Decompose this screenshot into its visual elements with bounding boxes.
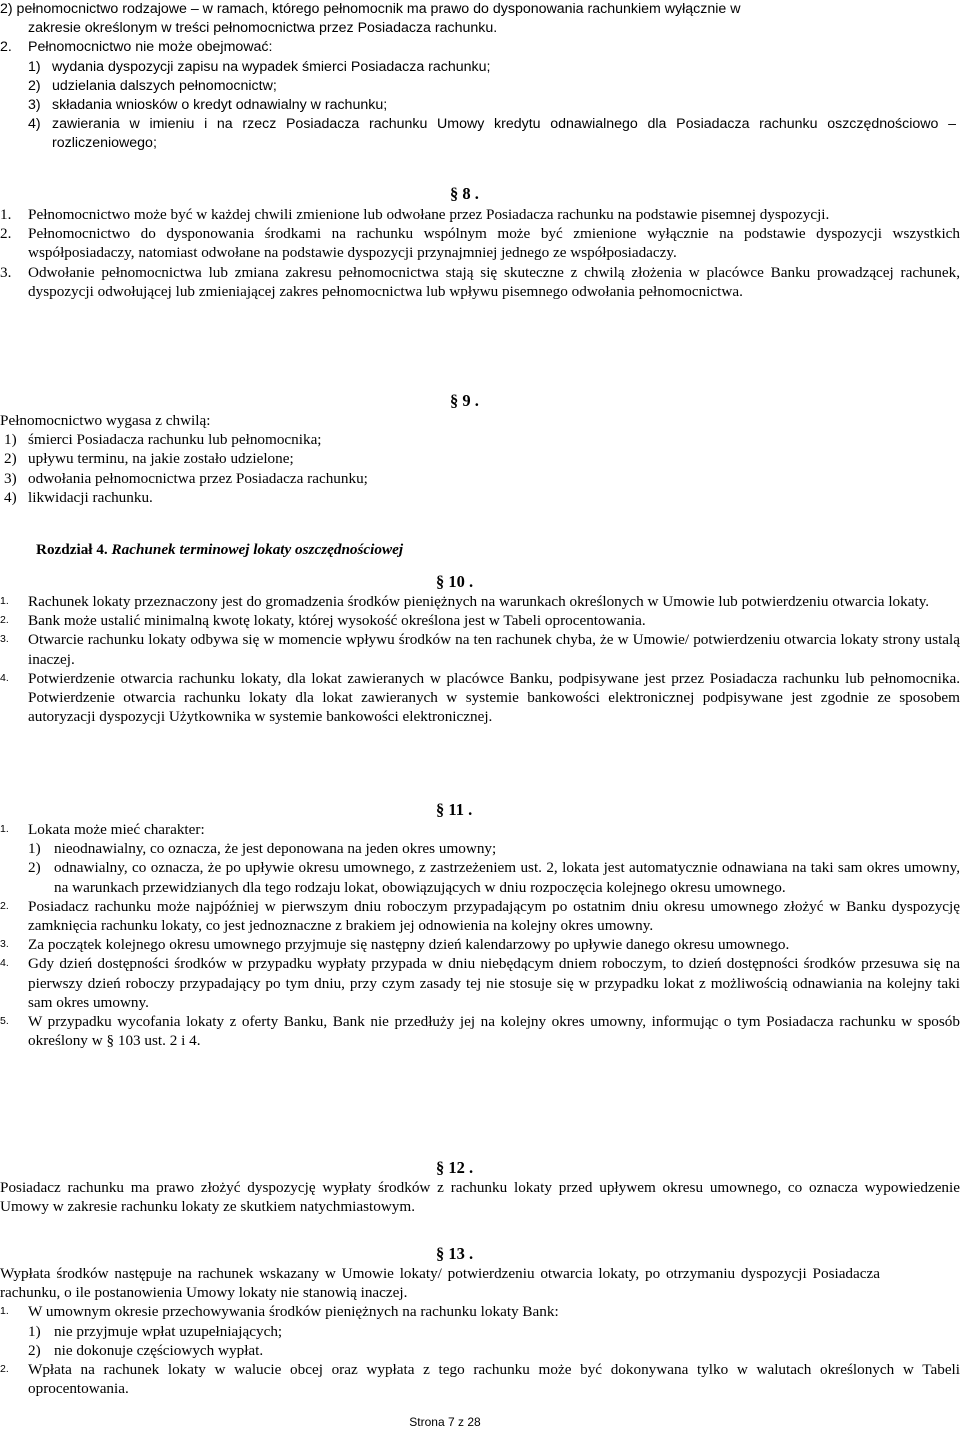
paragraph-number: 2. bbox=[0, 1363, 9, 1376]
section-10 bbox=[0, 571, 960, 726]
section-heading: § 8 . bbox=[450, 184, 479, 203]
paragraph-number: 3. bbox=[0, 633, 9, 646]
list-number: 1) bbox=[28, 1322, 41, 1340]
section-heading: § 13 . bbox=[436, 1244, 474, 1263]
paragraph-number: 2. bbox=[0, 614, 9, 627]
paragraph bbox=[0, 205, 960, 224]
paragraph bbox=[0, 820, 960, 839]
section-12 bbox=[0, 1157, 960, 1216]
list-text: nieodnawialny, co oznacza, że jest deponowana na jeden okres umowny; bbox=[54, 840, 497, 858]
list-text: składania wniosków o kredyt odnawialny w rachunku; bbox=[52, 97, 388, 114]
list-number: 2) bbox=[28, 77, 41, 94]
paragraph bbox=[0, 935, 960, 954]
paragraph bbox=[0, 592, 960, 611]
list-item bbox=[0, 1341, 960, 1360]
list-number: 1) bbox=[4, 431, 17, 449]
paragraph-text: Za początek kolejnego okresu umownego przyjmuje się następny dzień kalendarzowy po upływie danego okresu umownego. bbox=[28, 936, 790, 954]
list-text: śmierci Posiadacza rachunku lub pełnomocnika; bbox=[28, 431, 322, 449]
section-text: Posiadacz rachunku ma prawo złożyć dyspozycję wypłaty środków z rachunku lokaty przed upływem okresu umownego, co oznacza wypowiedzenie Umowy w zakresie rachunku lokaty ze skutkiem natychmiastowym. bbox=[0, 1179, 960, 1216]
list-item bbox=[28, 77, 960, 96]
paragraph-text: Odwołanie pełnomocnictwa lub zmiana zakresu pełnomocnictwa stają się skuteczne z chwilą złożenia w placówce Banku prowadzącej rachunek, dyspozycji odwołującej lub zmieniającej zakres pełnomocnictwa lub wpływu pisemnego odwołania pełnomocnictwa. bbox=[28, 263, 960, 300]
chapter-label: Rozdział 4. bbox=[36, 541, 108, 558]
list-item bbox=[28, 58, 960, 77]
paragraph bbox=[0, 1302, 960, 1321]
paragraph-text: Pełnomocnictwo do dysponowania środkami na rachunku wspólnym może być zmienione wyłącznie na podstawie dyspozycji wszystkich współposiadaczy, natomiast odwołane na podstawie dyspozycji przynajmniej jednego ze współposiadaczy. bbox=[28, 225, 960, 262]
list-text: nie dokonuje częściowych wypłat. bbox=[54, 1341, 264, 1359]
paragraph-number: 4. bbox=[0, 671, 9, 684]
list-text: likwidacji rachunku. bbox=[28, 488, 153, 506]
list-item bbox=[28, 115, 956, 153]
paragraph-text: Posiadacz rachunku może najpóźniej w pierwszym dniu roboczym przypadającym po ostatnim dniu okresu umownego złożyć w Banku dyspozycję zamknięcia rachunku lokaty, co jest jednoznaczne z brakiem jej odnowienia na kolejny okres umowny. bbox=[28, 897, 960, 935]
paragraph-text: Potwierdzenie otwarcia rachunku lokaty, dla lokat zawieranych w placówce Banku, podpisywane jest przez Posiadacza rachunku lub pełnomocnika. Potwierdzenie otwarcia rachunku lokaty dla lokat zawieranych w systemie bankowości elektronicznej podpisywane jest zgodnie ze sposobem autoryzacji dyspozycji Użytkownika w systemie bankowości elektronicznej. bbox=[28, 669, 960, 726]
list-number: 2) bbox=[28, 1341, 41, 1359]
section-13 bbox=[0, 1243, 960, 1398]
paragraph-number: 5. bbox=[0, 1015, 9, 1028]
paragraph-number: 4. bbox=[0, 957, 9, 970]
list-number: 3) bbox=[4, 469, 17, 487]
list-number: 1) bbox=[28, 58, 41, 75]
paragraph-number: 1. bbox=[0, 595, 9, 607]
list-number: 2) bbox=[4, 450, 17, 468]
paragraph-text: Pełnomocnictwo nie może obejmować: bbox=[28, 39, 273, 56]
list-item bbox=[4, 449, 960, 468]
chapter-title: Rachunek terminowej lokaty oszczędnościowej bbox=[111, 541, 404, 558]
section-heading: § 11 . bbox=[436, 800, 473, 819]
paragraph-number: 1. bbox=[0, 206, 12, 223]
paragraph-number: 1. bbox=[0, 1305, 9, 1318]
paragraph-text: Bank może ustalić minimalną kwotę lokaty, której wysokość określona jest w Tabeli oprocentowania. bbox=[28, 612, 646, 630]
list-item bbox=[4, 469, 960, 488]
list-number: 4) bbox=[28, 116, 41, 133]
paragraph-number: 1. bbox=[0, 823, 9, 835]
paragraph-text: Pełnomocnictwo może być w każdej chwili zmienione lub odwołane przez Posiadacza rachunku na podstawie pisemnej dyspozycji. bbox=[28, 206, 830, 223]
list-text: nie przyjmuje wpłat uzupełniających; bbox=[54, 1322, 283, 1340]
list-number: 2) bbox=[28, 859, 41, 877]
list-text: upływu terminu, na jakie zostało udzielone; bbox=[28, 450, 294, 468]
list-number: 3) bbox=[28, 97, 41, 114]
paragraph-text: Lokata może mieć charakter: bbox=[28, 821, 205, 838]
list-item bbox=[4, 488, 960, 507]
paragraph-text: Rachunek lokaty przeznaczony jest do gromadzenia środków pieniężnych na warunkach określonych w Umowie lub potwierdzeniu otwarcia lokaty. bbox=[28, 593, 930, 610]
list-text: odnawialny, co oznacza, że po upływie okresu umownego, z zastrzeżeniem ust. 2, lokata jest automatycznie odnawiana na taki sam okres umowny, na warunkach przewidzianych dla tego rodzaju lokat, obowiązujących w dniu rozpoczęcia kolejnego okresu umownego. bbox=[54, 859, 960, 896]
list-item bbox=[0, 1322, 960, 1341]
section-heading: § 9 . bbox=[450, 391, 479, 410]
paragraph-2 bbox=[0, 38, 960, 57]
section-intro: Pełnomocnictwo wygasa z chwilą: bbox=[0, 412, 211, 429]
paragraph bbox=[0, 954, 960, 1012]
chapter-heading bbox=[0, 540, 960, 559]
section-heading: § 10 . bbox=[436, 572, 474, 591]
paragraph-number: 2. bbox=[0, 899, 9, 912]
paragraph-number: 2. bbox=[0, 39, 12, 56]
section-intro: Wypłata środków następuje na rachunek wskazany w Umowie lokaty/ potwierdzeniu otwarcia lokaty, po otrzymaniu dyspozycji Posiadacza rachunku, o ile postanowienia Umowy lokaty nie stanowią inaczej. bbox=[0, 1265, 880, 1302]
paragraph bbox=[0, 224, 960, 262]
list-item bbox=[0, 858, 960, 896]
paragraph-text: Gdy dzień dostępności środków w przypadku wypłaty przypada w dniu niebędącym dniem roboczym, to dzień dostępności środków przesuwa się na pierwszy dzień roboczy przypadający po tym dniu, przy czym zasady tej nie stosuje się w przypadku lokat z możliwością odnawiania na kolejny taki sam okres umowny. bbox=[28, 955, 960, 1011]
list-item bbox=[28, 96, 960, 115]
paragraph bbox=[0, 1012, 960, 1050]
list-text: udzielania dalszych pełnomocnictw; bbox=[52, 77, 277, 94]
item-2-rodzajowe bbox=[0, 0, 960, 38]
section-7-continuation bbox=[0, 0, 960, 154]
paragraph bbox=[0, 263, 960, 301]
list-item bbox=[0, 839, 960, 858]
list-number: 1) bbox=[28, 840, 41, 858]
section-heading: § 12 . bbox=[436, 1158, 474, 1177]
item-2-line-1: 2) pełnomocnictwo rodzajowe – w ramach, którego pełnomocnik ma prawo do dysponowania rachunkiem wyłącznie w bbox=[0, 1, 741, 17]
paragraph-number: 3. bbox=[0, 263, 12, 281]
list-item bbox=[4, 430, 960, 449]
section-11 bbox=[0, 799, 960, 1050]
paragraph bbox=[0, 611, 960, 630]
paragraph-text: Otwarcie rachunku lokaty odbywa się w momencie wpływu środków na ten rachunek chyba, że w Umowie/ potwierdzeniu otwarcia lokaty strony ustalą inaczej. bbox=[28, 631, 960, 668]
list-text: wydania dyspozycji zapisu na wypadek śmierci Posiadacza rachunku; bbox=[52, 58, 491, 75]
item-2-line-2: zakresie określonym w treści pełnomocnictwa przez Posiadacza rachunku. bbox=[28, 20, 498, 37]
list-text: odwołania pełnomocnictwa przez Posiadacza rachunku; bbox=[28, 469, 368, 487]
section-9 bbox=[0, 390, 960, 507]
list-text: zawierania w imieniu i na rzecz Posiadacza rachunku Umowy kredytu odnawialnego dla Posiadacza rachunku oszczędnościowo –rozliczeniowego; bbox=[52, 116, 956, 152]
page-number: Strona 7 z 28 bbox=[409, 1415, 481, 1429]
paragraph-text: W przypadku wycofania lokaty z oferty Banku, Bank nie przedłuży jej na kolejny okres umowny, informując o tym Posiadacza rachunku w sposób określony w § 103 ust. 2 i 4. bbox=[28, 1013, 960, 1050]
paragraph-number: 3. bbox=[0, 938, 9, 951]
page-footer bbox=[0, 1414, 960, 1430]
paragraph bbox=[0, 630, 960, 668]
paragraph-text: W umownym okresie przechowywania środków pieniężnych na rachunku lokaty Bank: bbox=[28, 1303, 559, 1321]
paragraph bbox=[0, 897, 960, 935]
paragraph bbox=[0, 669, 960, 727]
paragraph bbox=[0, 1360, 960, 1398]
list-number: 4) bbox=[4, 488, 17, 506]
paragraph-text: Wpłata na rachunek lokaty w walucie obcej oraz wypłata z tego rachunku może być dokonywana tylko w walutach określonych w Tabeli oprocentowania. bbox=[28, 1361, 960, 1398]
paragraph-number: 2. bbox=[0, 225, 12, 243]
section-8 bbox=[0, 183, 960, 301]
